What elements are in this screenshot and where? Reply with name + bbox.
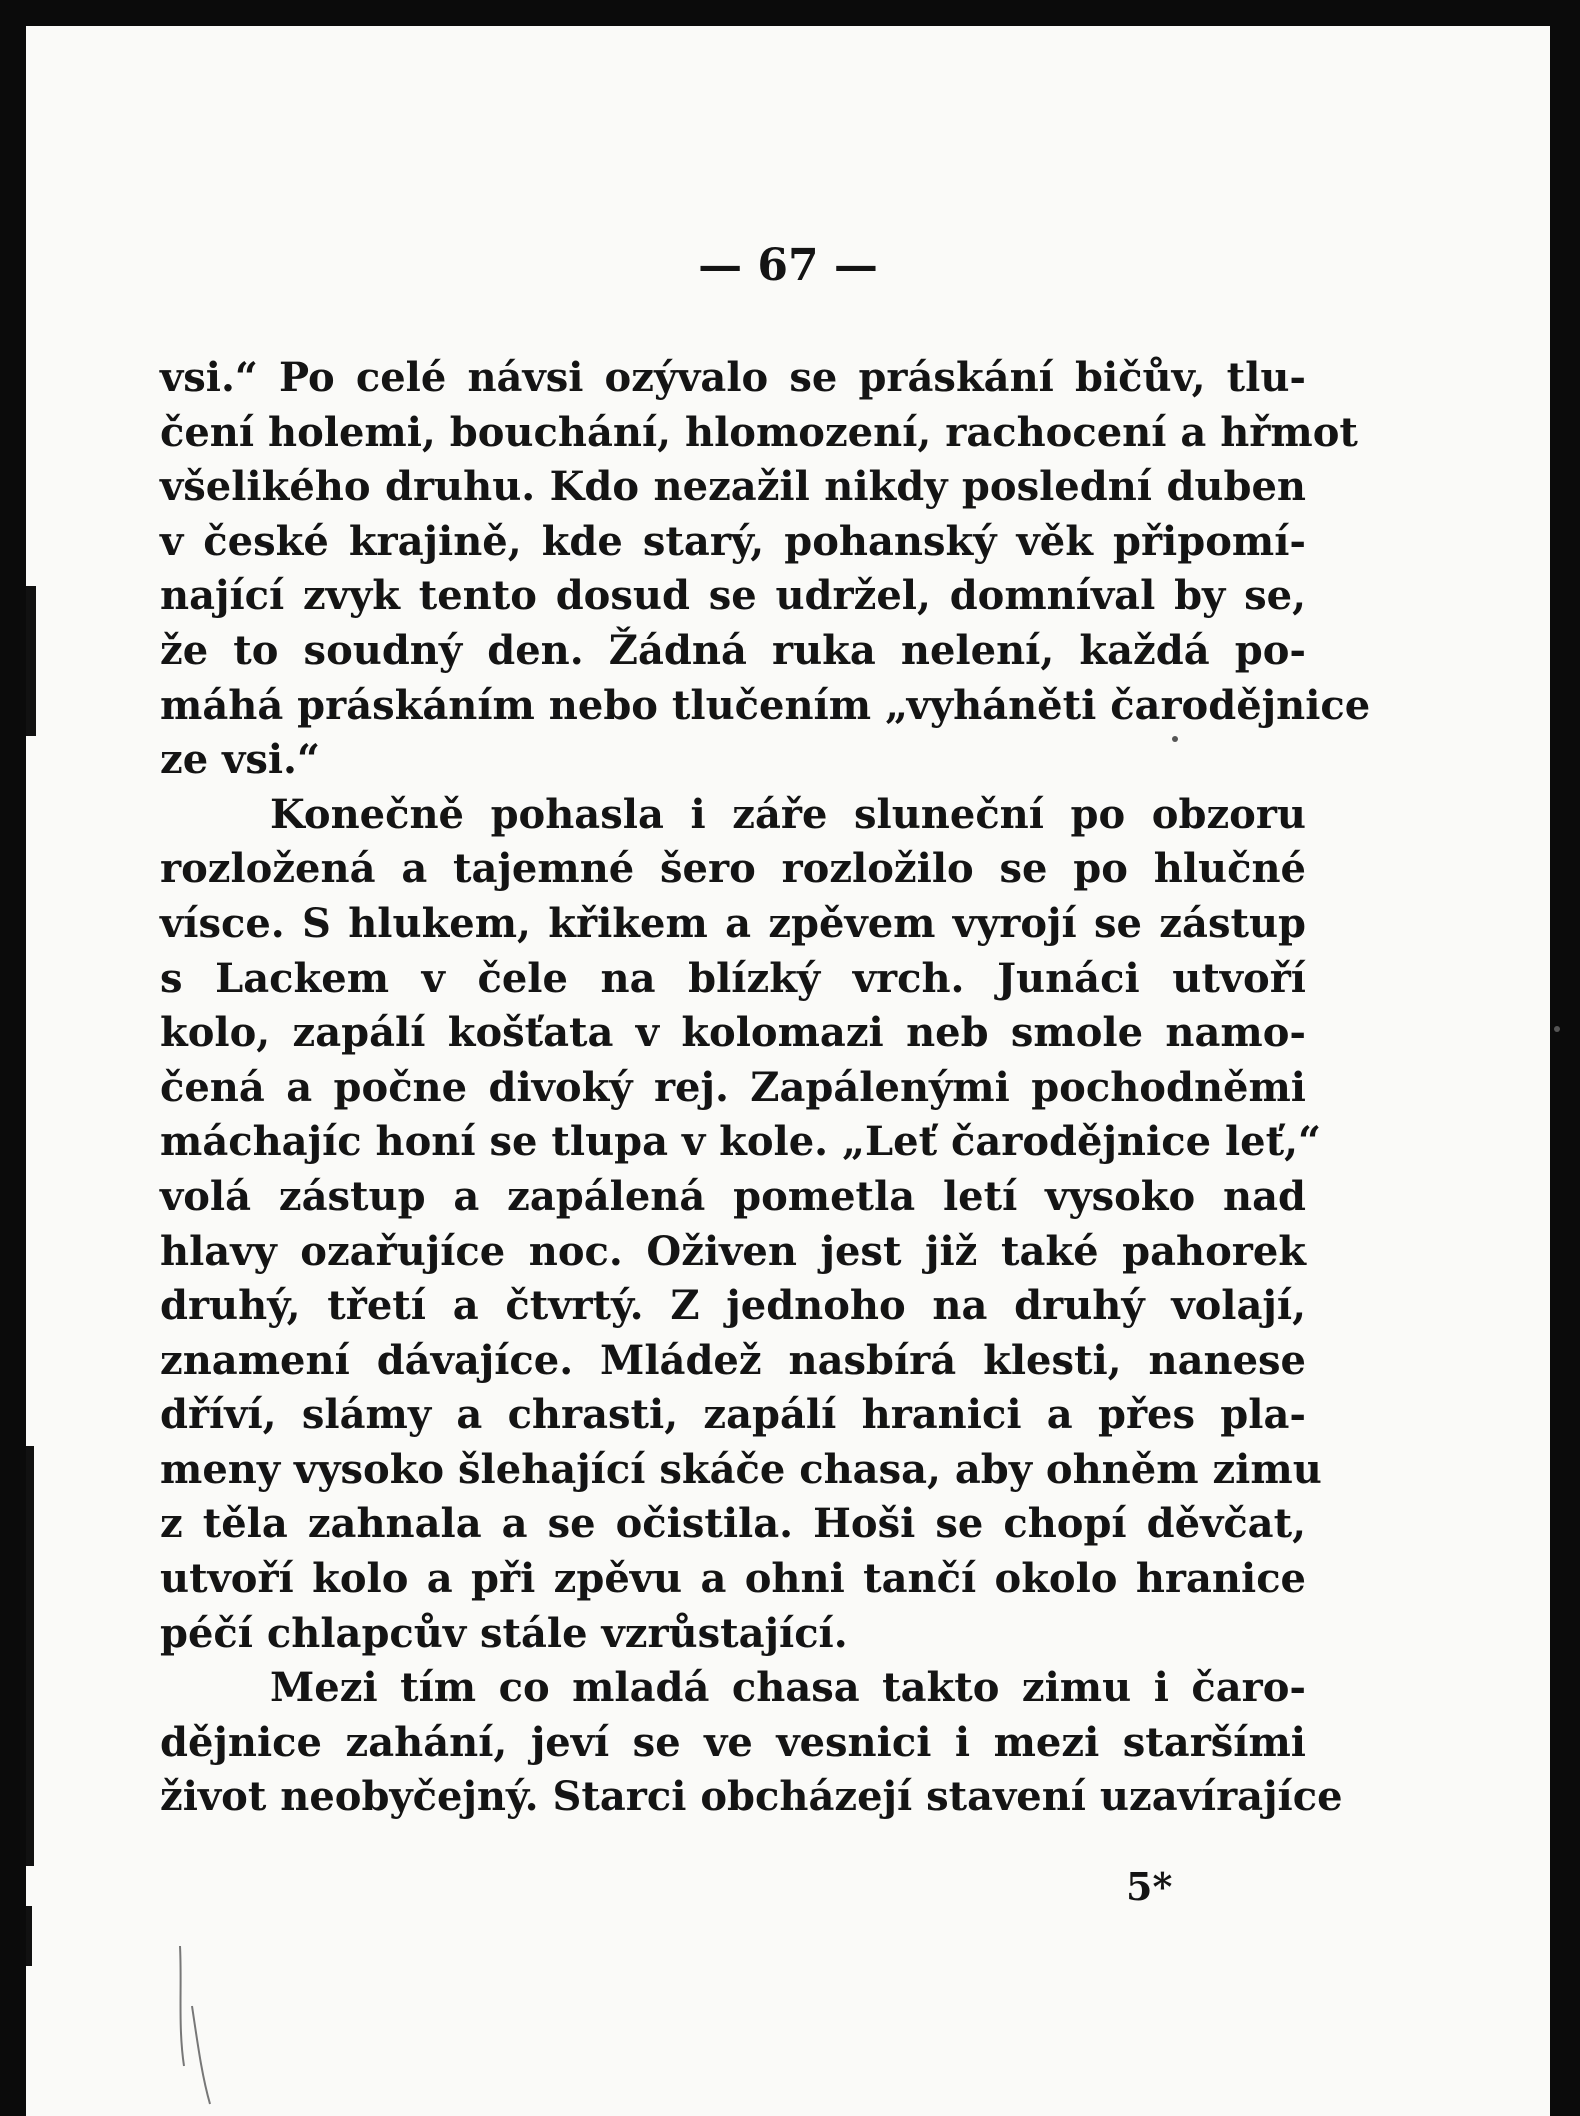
text-line: život neobyčejný. Starci obcházejí stavení uzavírajíce bbox=[160, 1773, 1343, 1821]
paragraph bbox=[160, 351, 1371, 788]
text-line: nající zvyk tento dosud se udržel, domníval by se, bbox=[160, 572, 1306, 620]
text-line: ze vsi.“ bbox=[160, 736, 320, 784]
text-line: čení holemi, bouchání, hlomození, rachocení a hřmot bbox=[160, 408, 1358, 456]
binding-shadow-bottom bbox=[26, 1906, 32, 1966]
text-line: Konečně pohasla i záře sluneční po obzoru bbox=[270, 790, 1306, 838]
ink-speck bbox=[1172, 736, 1178, 742]
text-line: s Lackem v čele na blízký vrch. Junáci utvoří bbox=[160, 954, 1306, 1002]
binding-shadow-middle bbox=[26, 1446, 34, 1866]
text-line: všelikého druhu. Kdo nezažil nikdy poslední duben bbox=[160, 463, 1306, 511]
text-line: v české krajině, kde starý, pohanský věk připomí- bbox=[160, 517, 1306, 565]
text-line: znamení dávajíce. Mládež nasbírá klesti, nanese bbox=[160, 1336, 1306, 1384]
text-line: dříví, slámy a chrasti, zapálí hranici a přes pla- bbox=[160, 1391, 1306, 1439]
text-line: hlavy ozařujíce noc. Oživen jest již také pahorek bbox=[160, 1227, 1306, 1275]
margin-pencil-mark bbox=[176, 1946, 216, 2106]
text-line: vsi.“ Po celé návsi ozývalo se práskání bičův, tlu- bbox=[160, 354, 1306, 401]
text-line: máchajíc honí se tlupa v kole. „Leť čarodějnice leť,“ bbox=[160, 1118, 1321, 1166]
text-line: utvoří kolo a při zpěvu a ohni tančí okolo hranice bbox=[160, 1555, 1306, 1603]
text-line: dějnice zahání, jeví se ve vesnici i mezi staršími bbox=[160, 1718, 1306, 1766]
body-text bbox=[160, 351, 1371, 1825]
binding-shadow-top bbox=[26, 586, 36, 736]
text-line: Mezi tím co mladá chasa takto zimu i čaro- bbox=[270, 1664, 1306, 1712]
paragraph bbox=[160, 788, 1322, 1662]
text-line: rozložená a tajemné šero rozložilo se po hlučné bbox=[160, 845, 1306, 893]
text-line: že to soudný den. Žádná ruka nelení, každá po- bbox=[160, 626, 1306, 674]
text-line: volá zástup a zapálená pometla letí vysoko nad bbox=[160, 1172, 1306, 1220]
book-page bbox=[26, 26, 1550, 2116]
text-line: čená a počne divoký rej. Zapálenými pochodněmi bbox=[160, 1063, 1306, 1111]
ink-speck bbox=[1554, 1026, 1560, 1032]
text-line: druhý, třetí a čtvrtý. Z jednoho na druhý volají, bbox=[160, 1282, 1306, 1330]
text-line: kolo, zapálí košťata v kolomazi neb smole namo- bbox=[160, 1009, 1306, 1057]
text-line: z těla zahnala a se očistila. Hoši se chopí děvčat, bbox=[160, 1500, 1306, 1548]
text-line: vísce. S hlukem, křikem a zpěvem vyrojí se zástup bbox=[160, 899, 1306, 947]
text-line: meny vysoko šlehající skáče chasa, aby ohněm zimu bbox=[160, 1445, 1322, 1493]
signature-mark: 5* bbox=[1126, 1864, 1173, 1909]
text-line: péčí chlapcův stále vzrůstající. bbox=[160, 1609, 848, 1657]
text-line: máhá práskáním nebo tlučením „vyháněti čarodějnice bbox=[160, 681, 1371, 729]
page-number: — 67 — bbox=[698, 240, 878, 291]
paragraph bbox=[160, 1661, 1343, 1825]
